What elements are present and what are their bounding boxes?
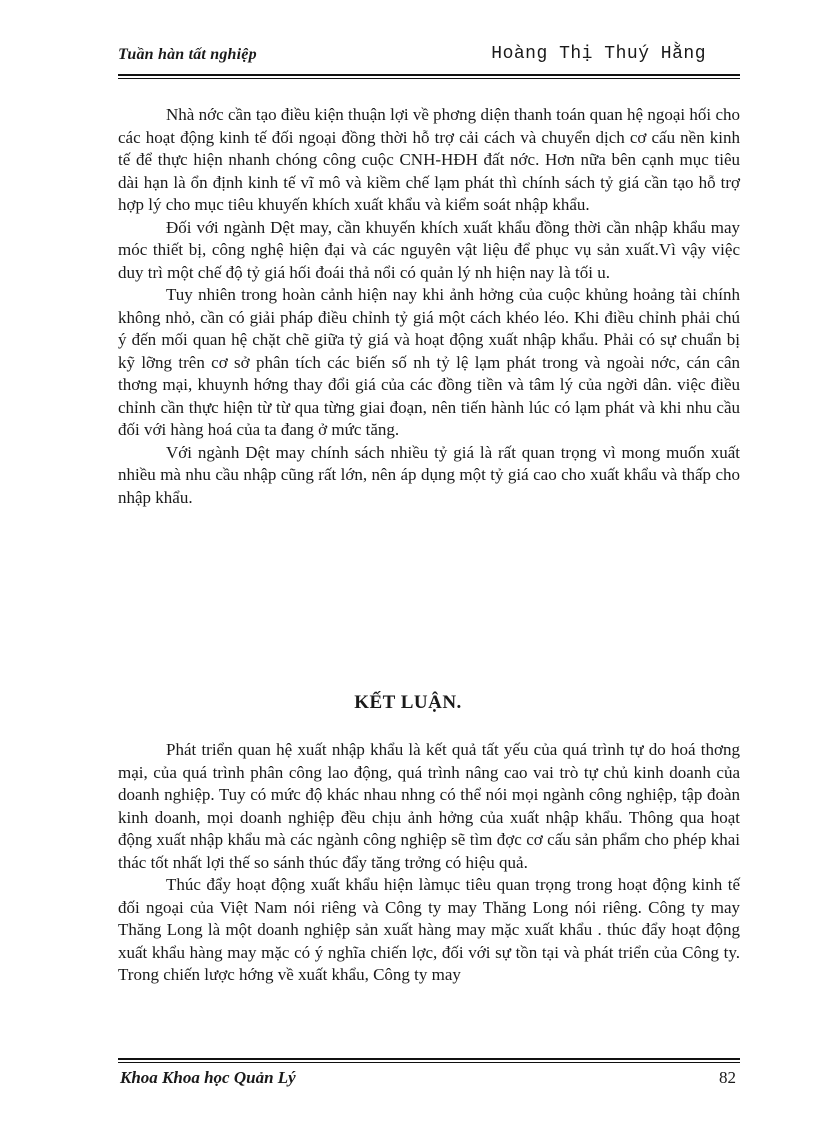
page-header bbox=[118, 42, 740, 72]
paragraph: Thúc đẩy hoạt động xuất khẩu hiện làmục tiêu quan trọng trong hoạt động kinh tế đối ngoại của Việt Nam nói riêng và Công ty may Thăng Long nói riêng. Công ty may Thăng Long là một doanh nghiệp sản xuất hàng may mặc xuất khẩu . thúc đẩy hoạt động xuất khẩu hàng may mặc có ý nghĩa chiến lợc, đối với sự tồn tại và phát triển của Công ty. Trong chiến lược hớng về xuất khẩu, Công ty may bbox=[118, 875, 740, 984]
header-rule-thin bbox=[118, 78, 740, 79]
paragraph: Phát triển quan hệ xuất nhập khẩu là kết quả tất yếu của quá trình tự do hoá thơng mại, của quá trình phân công lao động, quá trình nâng cao vai trò tự chủ kinh doanh của doanh nghiệp. Tuy có mức độ khác nhau nhng có thể nói mọi ngành công nghiệp, tập đoàn kinh doanh, mọi doanh nghiệp đều chịu ảnh hởng của xuất nhập khẩu. Thông qua hoạt động xuất nhập khẩu mà các ngành công nghiệp sẽ tìm đợc cơ cấu sản phẩm cho phép khai thác tốt nhất lợi thế so sánh thúc đẩy tăng trởng có hiệu quả. bbox=[118, 740, 740, 872]
conclusion-body bbox=[118, 739, 740, 987]
footer-rule-thin bbox=[118, 1062, 740, 1063]
paragraph: Với ngành Dệt may chính sách nhiều tỷ giá là rất quan trọng vì mong muốn xuất nhiều mà nhu cầu nhập cũng rất lớn, nên áp dụng một tỷ giá cao cho xuất khẩu và thấp cho nhập khẩu. bbox=[118, 442, 740, 507]
header-author: Hoàng Thị Thuý Hằng bbox=[491, 44, 706, 64]
paragraph: Tuy nhiên trong hoàn cảnh hiện nay khi ảnh hởng của cuộc khủng hoảng tài chính không nhỏ, cần có giải pháp điều chỉnh tỷ giá một cách khéo léo. Khi điều chỉnh phải chú ý đến mối quan hệ chặt chẽ giữa tỷ giá và hoạt động xuất nhập khẩu. Phải có sự chuẩn bị kỹ lỡng trên cơ sở phân tích các biến số nh tỷ lệ lạm phát trong và ngoài nớc, cán cân thơng mại, khuynh hớng thay đổi giá của các đồng tiền và tâm lý của ngời dân. việc điều chỉnh cần thực hiện từ từ qua từng giai đoạn, nên tiến hành lúc có lạm phát và khi nhu cầu đối với hàng hoá của ta đang ở mức tăng. bbox=[118, 285, 740, 439]
header-left-text: Tuần hàn tất nghiệp bbox=[118, 46, 257, 63]
paragraph: Đối với ngành Dệt may, cần khuyến khích xuất khẩu đồng thời cần nhập khẩu may móc thiết bị, công nghệ hiện đại và các nguyên vật liệu để phục vụ sản xuất.Vì vậy việc duy trì một chế độ tỷ giá hối đoái thả nổi có quản lý nh hiện nay là tối u. bbox=[118, 217, 740, 282]
paragraph: Nhà nớc cần tạo điều kiện thuận lợi về phơng diện thanh toán quan hệ ngoại hối cho các hoạt động kinh tế đối ngoại đồng thời hỗ trợ cải cách và chuyển dịch cơ cấu nền kinh tế để thực hiện nhanh chóng công cuộc CNH-HĐH đất nớc. Hơn nữa bên cạnh mục tiêu dài hạn là ổn định kinh tế vĩ mô và kiềm chế lạm phát thì chính sách tỷ giá cần tạo hỗ trợ hợp lý cho mục tiêu khuyến khích xuất khẩu và kiểm soát nhập khẩu. bbox=[118, 105, 740, 214]
section-body bbox=[118, 104, 740, 509]
conclusion-title: KẾT LUẬN. bbox=[354, 692, 462, 713]
page-number: 82 bbox=[719, 1068, 736, 1087]
header-rule-thick bbox=[118, 74, 740, 76]
footer-faculty: Khoa Khoa học Quản Lý bbox=[120, 1068, 296, 1087]
footer-rule-thick bbox=[118, 1058, 740, 1060]
